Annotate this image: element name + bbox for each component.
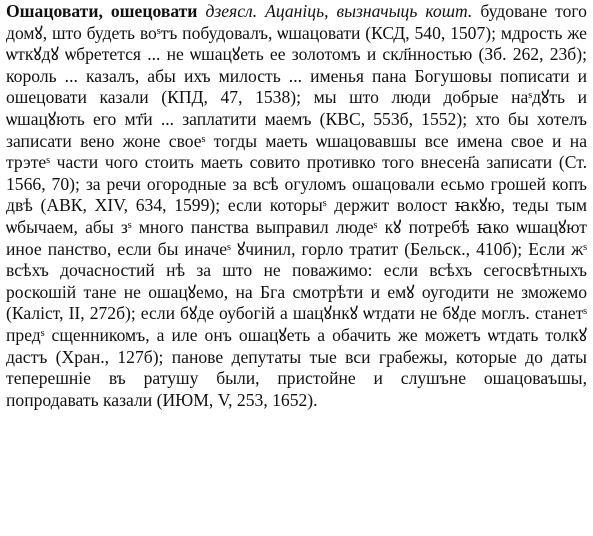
dictionary-entry bbox=[6, 1, 587, 411]
entry-headword: Ошацовати, ошецовати bbox=[6, 1, 198, 21]
entry-citations: будоване того домꙋ, што будеть воˢтъ побудовалъ, ѡшацовати (КСД, 540, 1507); мдрость же ѡткꙋдꙋ ѡбретется ... не ѡшацꙋеть ее золотомъ и скл҃нностью (Зб. 262, 23б); король ... казалъ, абы ихъ милость ... именья пана Богушовы пописати и ошецовати казали (КПД, 47, 1538); мы што люди добрые наˢдꙋть и ѡшацꙋють его мт҃и ... заплатити маемъ (КВС, 553б, 1552); хто бы хотелъ записати вено жоне своеˢ тогды маеть ѡшацовавшы все имена свое и на трэтеˢ части чого стоить маеть совито противко того внесен҃а записати (Ст. 1566, 70); за речи огородные за всѣ огуломъ ошацовали есьмо грошей копъ двѣ (АВК, XIV, 634, 1599); если которыˢ держит волост ꙗкꙋю, теды тым ѡбычаем, абы зˢ много панства выправил людеˢ кꙋ потребѣ ꙗко ѡшацꙋют иное панство, если бы иначеˢ ꙋчинил, горло тратит (Бельск., 410б); Если жˢ всѣхъ дочасностий нѣ за што не поважимо: если всѣхъ сегосвѣтныхъ роскошій тане не ошацꙋемо, на Бга смотрѣти и емꙋ оугодити не зможемо (Каліст, II, 272б); если бꙋде оубогій а шацꙋнкꙋ ѡтдати не бꙋде моглъ. станетˢ предˢ сщенникомъ, а иле онъ ошацꙋеть а обачить же можетъ ѡтдать толкꙋ дастъ (Хран., 127б); панове депутаты тые вси грабежы, которые до даты теперешніе въ ратушу были, пристойне и слушъне ошацоваъшы, попродавать казали (ИЮМ, V, 253, 1652). bbox=[6, 1, 587, 410]
entry-gloss: дзеясл. Ацаніць, вызначыць кошт. bbox=[205, 1, 473, 21]
